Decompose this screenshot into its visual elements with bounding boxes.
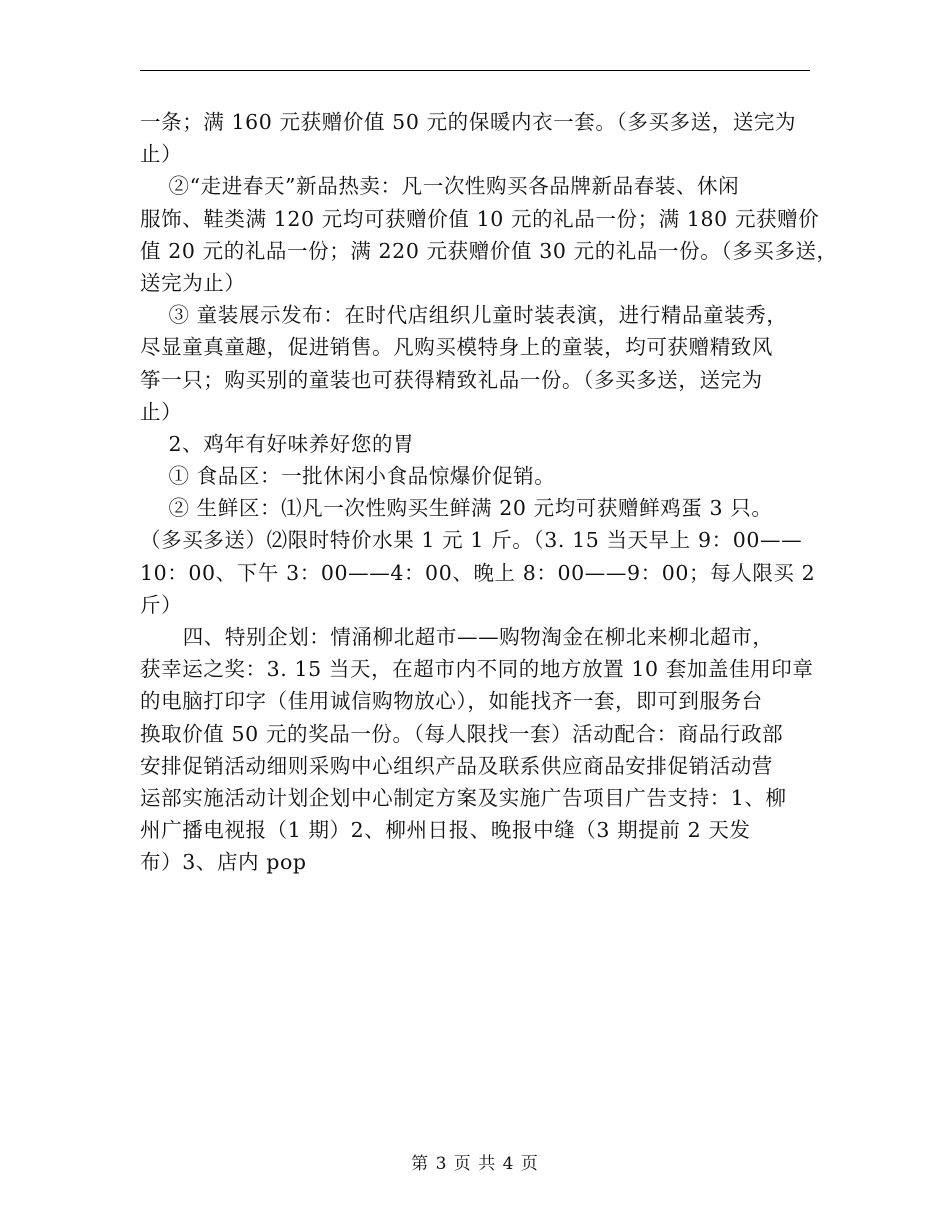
text-line: 服饰、鞋类满 120 元均可获赠价值 10 元的礼品一份；满 180 元获赠价 <box>140 206 820 231</box>
text-line: 值 20 元的礼品一份；满 220 元获赠价值 30 元的礼品一份。（多买多送， <box>140 238 838 263</box>
text-line: 尽显童真童趣，促进销售。凡购买模特身上的童装，均可获赠精致风 <box>140 335 773 360</box>
text-line: 斤） <box>140 592 183 617</box>
text-line: 州广播电视报（1 期）2、柳州日报、晚报中缝（3 期提前 2 天发 <box>140 818 751 843</box>
text-line: 运部实施活动计划企划中心制定方案及实施广告项目广告支持：1、柳 <box>140 785 787 810</box>
text-line: 10：00、下午 3：00——4：00、晚上 8：00——9：00；每人限买 2 <box>140 560 816 585</box>
text-line: ③ 童装展示发布：在时代店组织儿童时装表演，进行精品童装秀， <box>140 303 788 328</box>
text-line: 一条；满 160 元获赠价值 50 元的保暖内衣一套。（多买多送，送完为 <box>140 110 797 134</box>
page-footer: 第 3 页 共 4 页 <box>411 1154 539 1174</box>
text-line: 止） <box>140 399 183 424</box>
text-line: 安排促销活动细则采购中心组织产品及联系供应商品安排促销活动营 <box>140 753 773 778</box>
text-line: 筝一只；购买别的童装也可获得精致礼品一份。（多买多送，送完为 <box>140 367 763 392</box>
text-line: ① 食品区：一批休闲小食品惊爆价促销。 <box>140 464 556 489</box>
document-body <box>140 106 838 879</box>
text-line: 布）3、店内 pop <box>140 850 307 875</box>
text-line: 换取价值 50 元的奖品一份。（每人限找一套）活动配合：商品行政部 <box>140 721 784 746</box>
text-line: 送完为止） <box>140 270 246 295</box>
text-line: 获幸运之奖：3. 15 当天，在超市内不同的地方放置 10 套加盖佳用印章 <box>140 657 814 682</box>
text-line: 止） <box>140 142 183 167</box>
text-line: 四、特别企划：情涌柳北超市——购物淘金在柳北来柳北超市， <box>140 625 774 649</box>
text-line: 的电脑打印字（佳用诚信购物放心），如能找齐一套，即可到服务台 <box>140 689 763 714</box>
text-line: ② 生鲜区：⑴凡一次性购买生鲜满 20 元均可获赠鲜鸡蛋 3 只。 <box>140 496 773 521</box>
text-line: ②“走进春天”新品热卖：凡一次性购买各品牌新品春装、休闲 <box>140 174 740 199</box>
text-line: 2、鸡年有好味养好您的胃 <box>140 431 415 456</box>
header-rule <box>140 70 810 71</box>
text-line: （多买多送）⑵限时特价水果 1 元 1 斤。（3. 15 当天早上 9：00—— <box>140 528 803 553</box>
